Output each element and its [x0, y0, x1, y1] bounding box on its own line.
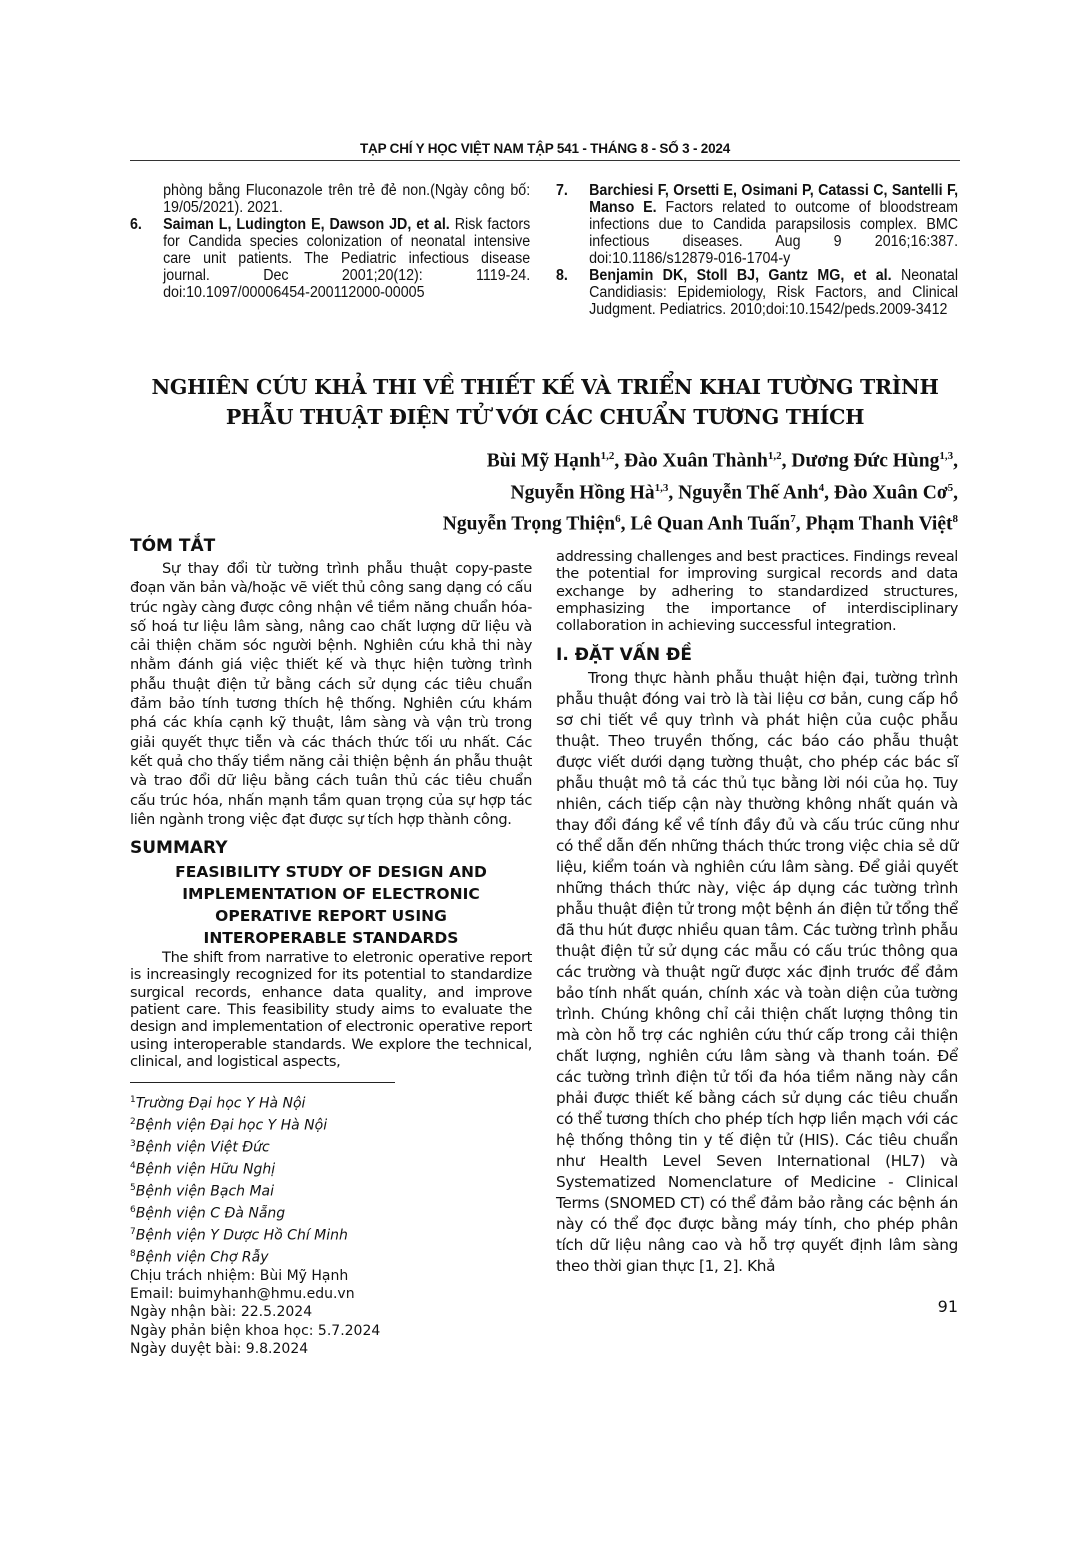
section-heading-introduction: I. ĐẶT VẤN ĐỀ	[556, 645, 692, 666]
author-email: Email: buimyhanh@hmu.edu.vn	[130, 1286, 355, 1303]
affiliation: $^2$Bệnh viện Đại học Y Hà Nội	[130, 1117, 328, 1134]
affiliation: $^3$Bệnh viện Việt Đức	[130, 1139, 270, 1156]
footnotes	[130, 1091, 532, 1358]
reference-item: phòng bằng Fluconazole trên trẻ đẻ non.(Ngày công bố: 19/05/2021). 2021.	[163, 182, 531, 216]
accepted-date: Ngày duyệt bài: 9.8.2024	[130, 1341, 309, 1358]
summary-text: The shift from narrative to eletronic operative report is increasingly recognized for its potential to standardize surgical records, enhance data quality, and improve patient care. This feasibility study aims to evaluate the design and implementation of electronic operative report using interoperable standards. We explore the technical, clinical, and logistical aspects,	[130, 949, 532, 1070]
reference-item: 7. Barchiesi F, Orsetti E, Osimani P, Catassi C, Santelli F, Manso E. Factors related to outcome of bloodstream infections due to Candida parapsilosis complex. BMC infectious diseases. Aug 9 2016;16:387. doi:10.1186/s12879-016-1704-y	[556, 182, 959, 267]
header-rule	[130, 160, 960, 161]
affiliation: $^5$Bệnh viện Bạch Mai	[130, 1183, 275, 1200]
page-number: 91	[937, 1297, 958, 1317]
affiliation: $^7$Bệnh viện Y Dược Hồ Chí Minh	[130, 1226, 348, 1244]
left-column	[130, 535, 532, 1358]
responsible-author: Chịu trách nhiệm: Bùi Mỹ Hạnh	[130, 1267, 349, 1284]
references-left	[130, 182, 530, 301]
affiliation: $^1$Trường Đại học Y Hà Nội	[130, 1095, 306, 1112]
review-date: Ngày phản biện khoa học: 5.7.2024	[130, 1322, 381, 1339]
affiliation: $^4$Bệnh viện Hữu Nghị	[130, 1161, 276, 1178]
author-list: Bùi Mỹ Hạnh$^{1,2}$, Đào Xuân Thành$^{1,2}$, Dương Đức Hùng$^{1,3}$, Nguyễn Hồng Hà$^{1,3}$, Nguyễn Thế Anh$^4$, Đào Xuân $Cơ^5$, Nguyễn Trọng Thiện$^6$, Lê Quan Anh Tuấn$^7$, Phạm Thanh Việt$^8$	[442, 450, 958, 535]
received-date: Ngày nhận bài: 22.5.2024	[130, 1304, 313, 1321]
article-title: NGHIÊN CỨU KHẢ THI VỀ THIẾT KẾ VÀ TRIỂN KHAI TƯỜNG TRÌNH PHẪU THUẬT ĐIỆN TỬ VỚI CÁC CHUẨN TƯƠNG THÍCH	[151, 375, 939, 429]
affiliation: $^8$Bệnh viện Chợ Rẫy	[130, 1248, 269, 1266]
affiliation: $^6$Bệnh viện C Đà Nẵng	[130, 1205, 286, 1222]
footnote-rule	[130, 1082, 395, 1083]
summary-text-continued: addressing challenges and best practices. Findings reveal the potential for improving surgical records and data exchange by adhering to standardized structures, emphasizing the importance of interdisciplinary collaboration in achieving successful integration.	[556, 548, 958, 635]
summary-title: FEASIBILITY STUDY OF DESIGN AND IMPLEMENTATION OF ELECTRONIC OPERATIVE REPORT USING INTEROPERABLE STANDARDS	[175, 863, 487, 948]
right-column	[556, 548, 958, 1316]
introduction-text: Trong thực hành phẫu thuật hiện đại, tường trình phẫu thuật đóng vai trò là tài liệu cơ bản, cung cấp hồ sơ chi tiết về quy trình và phát hiện của cuộc phẫu thuật. Theo truyền thống, các báo cáo phẫu thuật được viết dưới dạng tường thuật, cho phép các bác sĩ phẫu thuật mô tả các thủ tục bằng lời nói của họ. Tuy nhiên, cách tiếp cận này thường không nhất quán và thay đổi đáng kể về tính đầy đủ và cấu trúc cũng như có thể dẫn đến những thách thức trong việc chia sẻ dữ liệu, kiểm toán và nghiên cứu lâm sàng. Để giải quyết những thách thức này, việc áp dụng các tường trình phẫu thuật điện tử trong một bệnh án điện tử tổng thể đã thu hút được nhiều quan tâm. Các tường trình phẫu thuật điện tử sử dụng các mẫu có cấu trúc thông qua các trường và thuật ngữ được xác định trước để đảm bảo tính nhất quán, chính xác và toàn diện của tường trình. Chúng không chỉ cải thiện chất lượng thông tin mà còn hỗ trợ các nghiên cứu thứ cấp trong cải thiện chất lượng, nghiên cứu lâm sàng và thanh toán. Để các tường trình điện tử tối đa hóa tiềm năng này cần phải được thiết kế bằng cách sử dụng các tiêu chuẩn có thể tương thích cho phép tích hợp liền mạch với các hệ thống thông tin y tế điện tử (HIS). Các tiêu chuẩn như Health Level Seven International (HL7) và Systematized Nomenclature of Medicine - Clinical Terms (SNOMED CT) có thể đảm bảo rằng các bệnh án này có thể đọc được bằng máy tính, cho phép phân tích dữ liệu nâng cao và hỗ trợ quyết định lâm sàng theo thời gian thực [1, 2]. Khả	[556, 669, 958, 1276]
references-right	[556, 182, 958, 318]
abstract-vi-heading: TÓM TẮT	[130, 536, 216, 556]
summary-heading: SUMMARY	[130, 838, 228, 859]
reference-item: 8. Benjamin DK, Stoll BJ, Gantz MG, et al. Neonatal Candidiasis: Epidemiology, Risk Factors, and Clinical Judgment. Pediatrics. 2010;doi:10.1542/peds.2009-3412	[556, 267, 959, 318]
running-header: TẠP CHÍ Y HỌC VIỆT NAM TẬP 541 - THÁNG 8 - SỐ 3 - 2024	[359, 141, 731, 156]
abstract-vi-text: Sự thay đổi từ tường trình phẫu thuật copy-paste đoạn văn bản và/hoặc vẽ viết thủ công sang dạng có cấu trúc ngày càng được công nhận về tiềm năng chuẩn hóa-số hoá tư liệu lâm sàng, nâng cao chất lượng dữ liệu và cải thiện chăm sóc người bệnh. Nghiên cứu khả thi này nhằm đánh giá việc thiết kế và thực hiện tường trình phẫu thuật điện tử bằng cách sử dụng các tiêu chuẩn đảm bảo tính tương thích hệ thống. Nghiên cứu khám phá các khía cạnh kỹ thuật, lâm sàng và vận trù trong giải quyết thực tiễn và các thách thức tối ưu nhất. Các kết quả cho thấy tiềm năng cải thiện bệnh án phẫu thuật và trao đổi dữ liệu bằng cách tuân thủ các tiêu chuẩn cấu trúc hóa, nhấn mạnh tầm quan trọng của sự hợp tác liên ngành trong việc đạt được sự tích hợp thành công.	[130, 560, 532, 828]
reference-item: 6. Saiman L, Ludington E, Dawson JD, et al. Risk factors for Candida species colonization of neonatal intensive care unit patients. The Pediatric infectious disease journal. Dec 2001;20(12): 1119-24. doi:10.1097/00006454-200112000-00005	[130, 216, 531, 301]
